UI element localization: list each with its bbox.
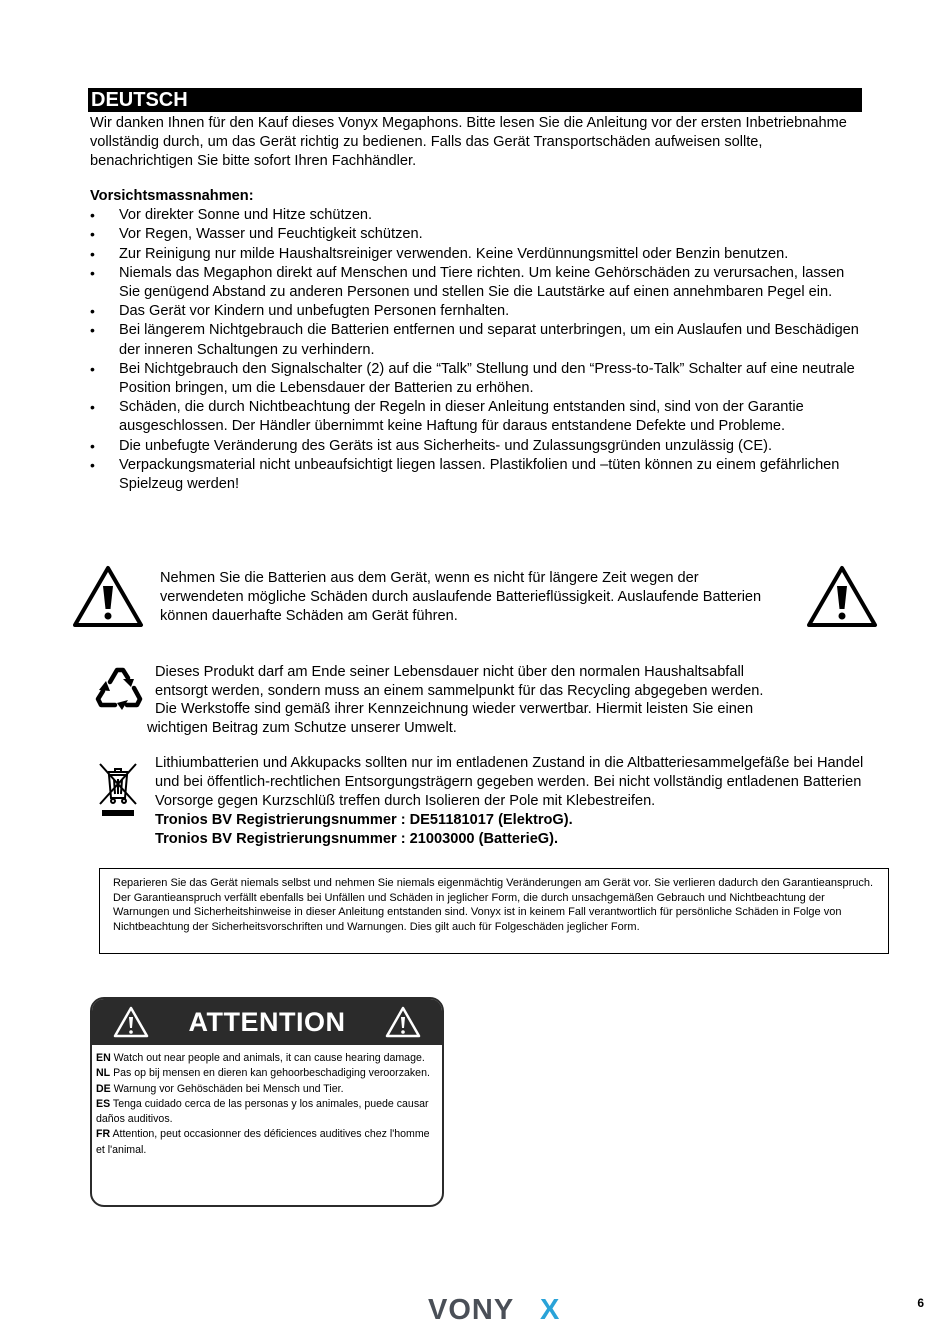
bullet: • [90, 245, 95, 262]
crossed-bin-icon [96, 760, 140, 818]
disclaimer-box [99, 868, 889, 954]
section-header-bar [88, 88, 862, 112]
bullet: • [90, 226, 95, 243]
vonyx-logo [428, 1293, 568, 1323]
warning-triangle-icon [72, 564, 144, 628]
list-item: DE Warnung vor Gehöschäden bei Mensch und Tier. [96, 1082, 344, 1095]
bullet: • [90, 322, 95, 339]
intro-paragraph: Wir danken Ihnen für den Kauf dieses Vonyx Megaphons. Bitte lesen Sie die Anleitung vor der ersten Inbetriebnahme vollständig durch, um das Gerät richtig zu bedienen. Falls das Gerät Transportschäden aufweisen sollte, benachrichtigen Sie bitte sofort Ihren Fachhändler. [90, 115, 847, 169]
disclaimer-text: Reparieren Sie das Gerät niemals selbst und nehmen Sie niemals eigenmächtig Veränderungen am Gerät vor. Sie verlieren dadurch den Garantieanspruch. Der Garantieanspruch verfällt ebenfalls bei Unfällen und Schäden in jeglicher Form, die durch unsachgemäßen Gebrauch und Nichtbeachtung der Warnungen und Sicherheitshinweise in dieser Anleitung entstanden sind. Vonyx ist in keinem Fall verantwortlich für persönliche Schäden in Folge von Nichtbeachtung der Sicherheitsvorschriften und Warnungen. Dies gilt auch für Folgeschäden jeglicher Form. [113, 877, 874, 933]
attention-label [90, 997, 444, 1207]
recycling-notice: Dieses Produkt darf am Ende seiner Lebensdauer nicht über den normalen Haushaltsabfall entsorgt werden, sondern muss an einem sammelpunkt für das Recycling abgegeben werden. Die Werkstoffe sind gemäß ihrer Kennzeichnung wieder verwertbar. Hiermit leisten Sie einen wichtigen Beitrag zum Schutze unserer Umwelt. [147, 664, 764, 736]
list-item: • Bei längerem Nichtgebrauch die Batterien entfernen und separat unterbringen, um ein Auslaufen und Beschädigen der inneren Schaltungen zu verhindern. [90, 322, 859, 358]
bullet: • [90, 360, 95, 377]
battery-warning-block [72, 560, 880, 632]
registration-number: Tronios BV Registrierungsnummer : DE51181017 (ElektroG). [155, 812, 573, 828]
page-number: 6 [917, 1296, 924, 1310]
list-item: • Zur Reinigung nur milde Haushaltsreiniger verwenden. Keine Verdünnungsmittel oder Benzin benutzen. [90, 245, 865, 264]
bullet: • [90, 456, 95, 473]
attention-warnings [96, 1051, 440, 1158]
registration-number: Tronios BV Registrierungsnummer : 21003000 (BatterieG). [155, 831, 559, 847]
recycle-icon [92, 664, 146, 716]
svg-text:VONY: VONY [428, 1294, 515, 1323]
list-item: • Die unbefugte Veränderung des Geräts ist aus Sicherheits- und Zulassungsgründen unzulässig (CE). [90, 437, 865, 456]
list-item: EN Watch out near people and animals, it can cause hearing damage. [96, 1052, 425, 1064]
list-item: • Das Gerät vor Kindern und unbefugten Personen fernhalten. [90, 302, 865, 321]
list-item: • Vor Regen, Wasser und Feuchtigkeit schützen. [90, 225, 865, 244]
section-title: DEUTSCH [91, 89, 188, 111]
precautions-section [90, 187, 865, 494]
list-item: • Niemals das Megaphon direkt auf Menschen und Tiere richten. Um keine Gehörschäden zu verursachen, lassen Sie genügend Abstand zu anderen Personen und stellen Sie die Lautstärke auf einen annehmbaren Pegel ein. [90, 264, 845, 301]
bullet: • [90, 437, 95, 454]
warning-triangle-icon [806, 564, 878, 628]
bullet: • [90, 303, 95, 320]
list-item: ES Tenga cuidado cerca de las personas y los animales, puede causar daños auditivos. [96, 1097, 429, 1126]
precautions-list [90, 206, 865, 494]
list-item: • Vor direkter Sonne und Hitze schützen. [90, 206, 865, 225]
attention-warning-icon [384, 1005, 422, 1039]
svg-text:X: X [540, 1294, 560, 1323]
battery-warning-text: Nehmen Sie die Batterien aus dem Gerät, wenn es nicht für längere Zeit wegen der verwendeten mögliche Schäden durch auslaufende Batterieflüssigkeit. Auslaufende Batterien können dauerhafte Schäden am Gerät führen. [160, 570, 762, 624]
list-item: FR Attention, peut occasionner des déficiences auditives chez l'homme et l'animal. [96, 1128, 430, 1156]
list-item: NL Pas op bij mensen en dieren kan gehoorbeschadiging veroorzaken. [96, 1067, 430, 1080]
bullet: • [90, 207, 95, 224]
battery-disposal-notice: Lithiumbatterien und Akkupacks sollten nur im entladenen Zustand in die Altbatteriesammelgefäße bei Handel und bei öffentlich-rechtlichen Entsorgungsträgern gegeben werden. Bei nicht vollständig entladenen Batterien Vorsorge gegen Kurzschlüß treffen durch Isolieren der Pole mit Klebestreifen. Tronios BV Registrierungsnummer : DE51181017 (ElektroG). Tronios BV Registrierungsnummer : 21003000 (BatterieG). [155, 754, 875, 849]
list-item: • Schäden, die durch Nichtbeachtung der Regeln in dieser Anleitung entstanden sind, sind von der Garantie ausgeschlossen. Der Händler übernimmt keine Haftung für daraus entstandene Defekte und Probleme. [90, 399, 804, 435]
attention-title: ATTENTION [188, 1007, 346, 1037]
list-item: • Bei Nichtgebrauch den Signalschalter (2) auf die “Talk” Stellung und den “Press-to-Talk” Schalter auf eine neutrale Position bringen, um die Lebensdauer der Batterien zu erhöhen. [90, 360, 855, 397]
precautions-heading: Vorsichtsmassnahmen: [90, 188, 254, 204]
bullet: • [90, 264, 95, 281]
list-item: • Verpackungsmaterial nicht unbeaufsichtigt liegen lassen. Plastikfolien und –tüten können zu einem gefährlichen Spielzeug werden! [90, 456, 840, 493]
bullet: • [90, 399, 95, 416]
